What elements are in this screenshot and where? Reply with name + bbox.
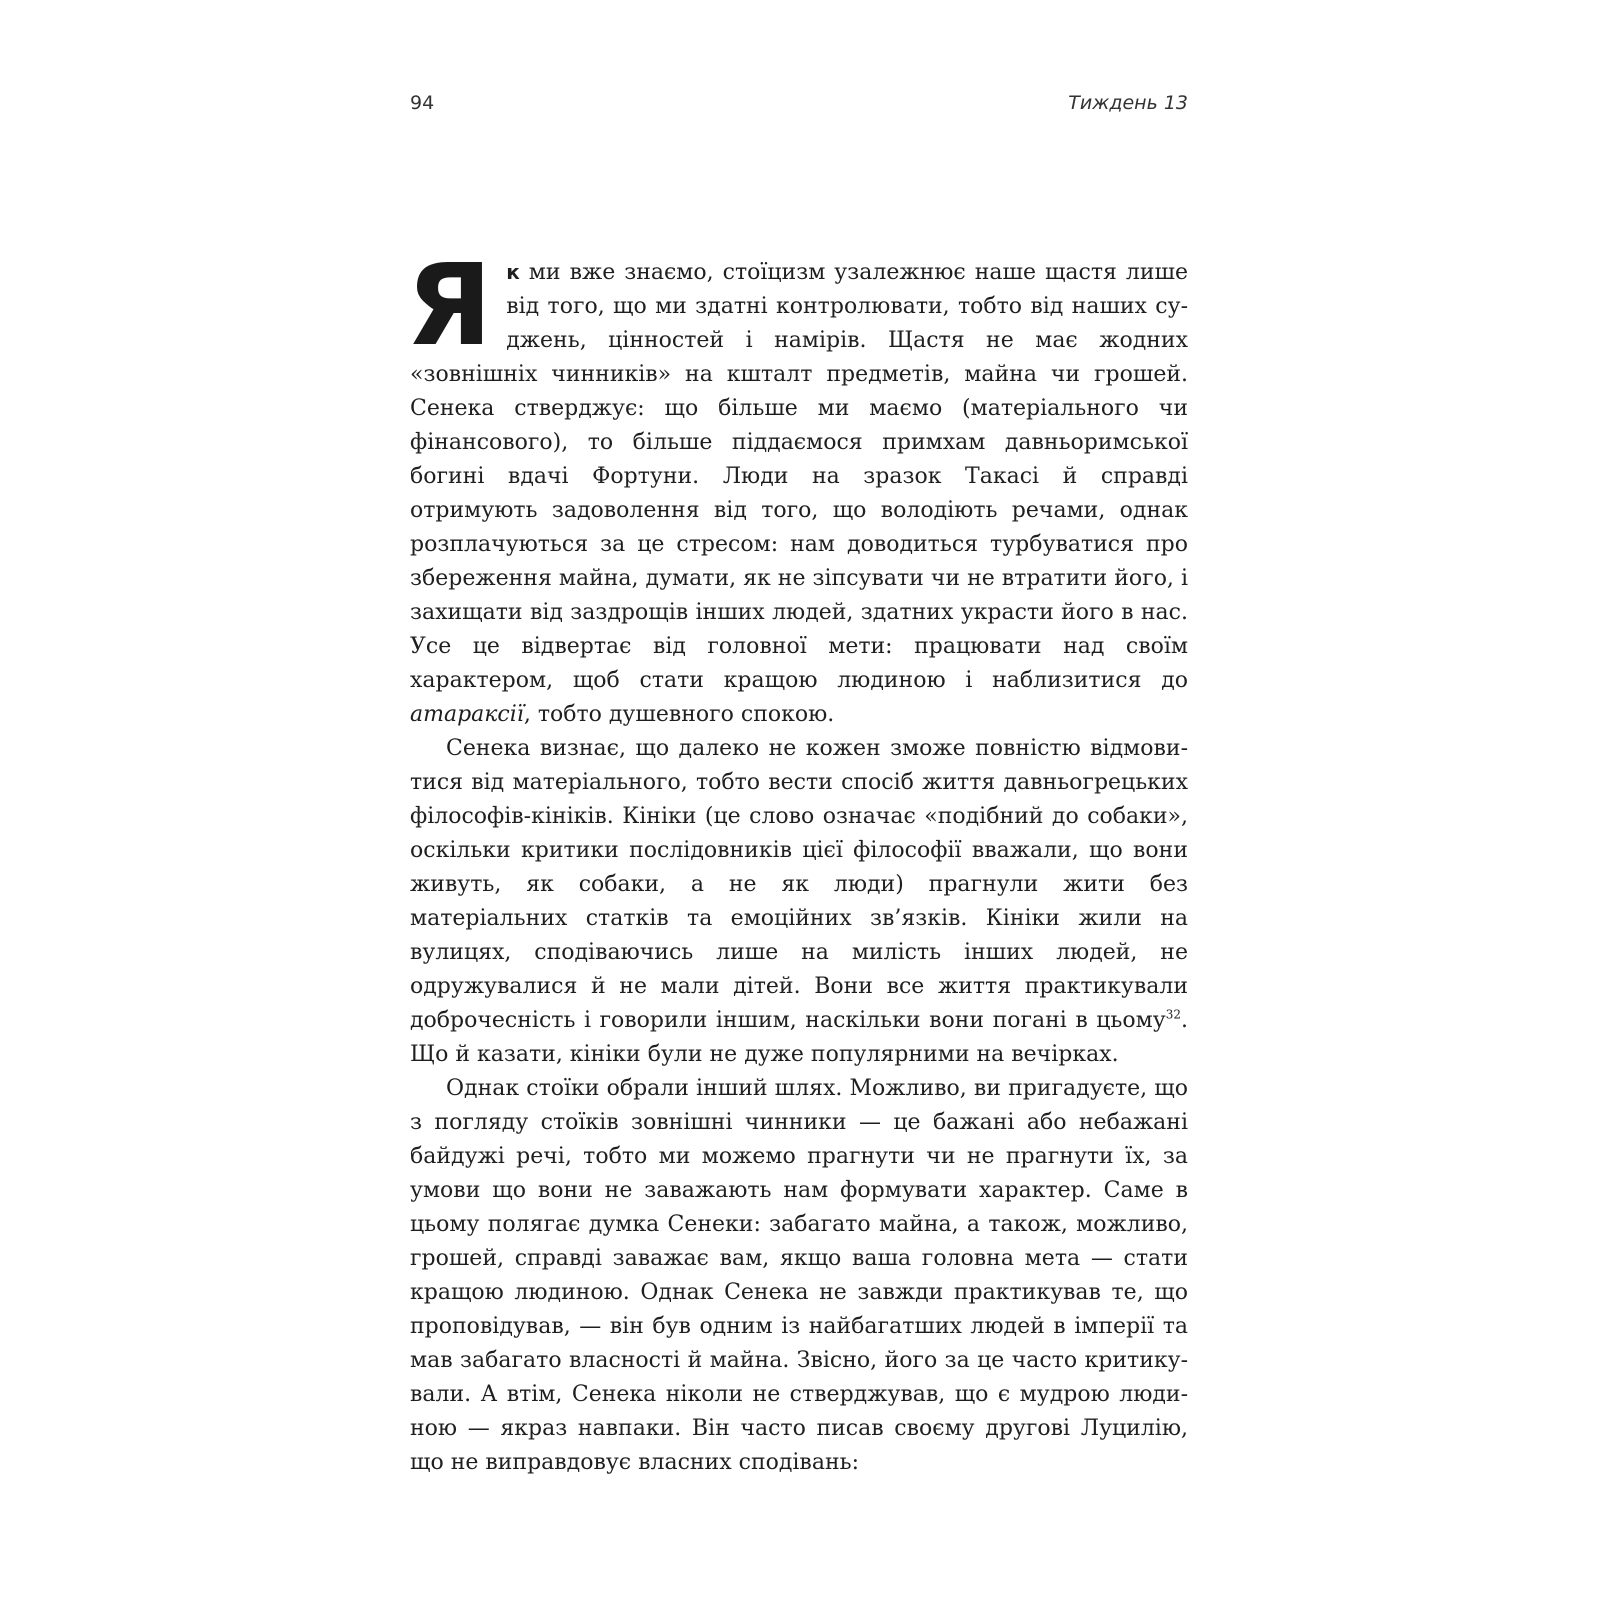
paragraph-1-text: ми вже знаємо, стоїцизм узалежнює наше щастя лише від того, що ми здатні контролювати, тобто від наших суджень, цінностей і намірів. Щастя не має жодних «зовнішніх чинників» на кшталт предметів, майна чи грошей. Сенека стверджує: що більше ми маємо (матеріального чи фінансового), то більше піддаємося примхам давньоримської богині вдачі Фортуни. Люди на зразок Такасі й справді отримують задоволення від того, що володіють речами, однак розплачуються за це стресом: нам доводиться турбуватися про збереження майна, думати, як не зіпсувати чи не втратити його, і захищати від заздрощів інших людей, здатних украсти його в нас. Усе це відвертає від головної мети: працювати над своїм характером, щоб стати кращою людиною і наблизитися до [410,260,1188,693]
body-text [406,241,1188,1480]
paragraph-1 [406,241,1188,732]
paragraph-2 [410,732,1188,1072]
paragraph-2-end: . Що й казати, кініки були не дуже популярними на вечірках. [410,1008,1188,1067]
footnote-marker[interactable]: 32 [1165,1007,1181,1022]
running-head [410,92,1188,126]
paragraph-1-end: , тобто душевного спокою. [523,702,835,727]
paragraph-2-text: Сенека визнає, що далеко не кожен зможе повністю відмовитися від матеріального, тобто вести спосіб життя давньогрецьких філософів-кініків. Кініки (це слово означає «подібний до собаки», оскільки критики послідовників цієї філософії вважали, що вони живуть, як собаки, а не як люди) прагнули жити без матеріальних статків та емоційних зв’язків. Кініки жили на вулицях, сподіваючись лише на милість інших людей, не одружувалися й не мали дітей. Вони все життя практикували доброчесність і говорили іншим, наскільки вони погані в цьому [410,736,1188,1033]
page-number: 94 [410,92,435,114]
drop-cap: Я [406,241,493,371]
chapter-title: Тиждень 13 [1068,92,1188,114]
paragraph-3: Однак стоїки обрали інший шлях. Можливо, ви пригадуєте, що з погляду стоїків зовнішні чинники — це бажані або небажані байдужі речі, тобто ми можемо прагнути чи не прагнути їх, за умови що вони не заважають нам формувати характер. Саме в цьому полягає думка Сенеки: забагато майна, а також, можливо, грошей, справді заважає вам, якщо ваша головна мета — стати кращою людиною. Однак Сенека не завжди практикував те, що проповідував, — він був одним із найбагатших людей в імперії та мав забагато власності й майна. Звісно, його за це часто критикували. А втім, Сенека ніколи не стверджував, що є мудрою людиною — якраз навпаки. Він часто писав своєму другові Луцилію, що не виправдовує власних сподівань: [410,1076,1188,1475]
italic-term: атараксії [410,702,524,727]
lead-word: к [506,260,520,284]
